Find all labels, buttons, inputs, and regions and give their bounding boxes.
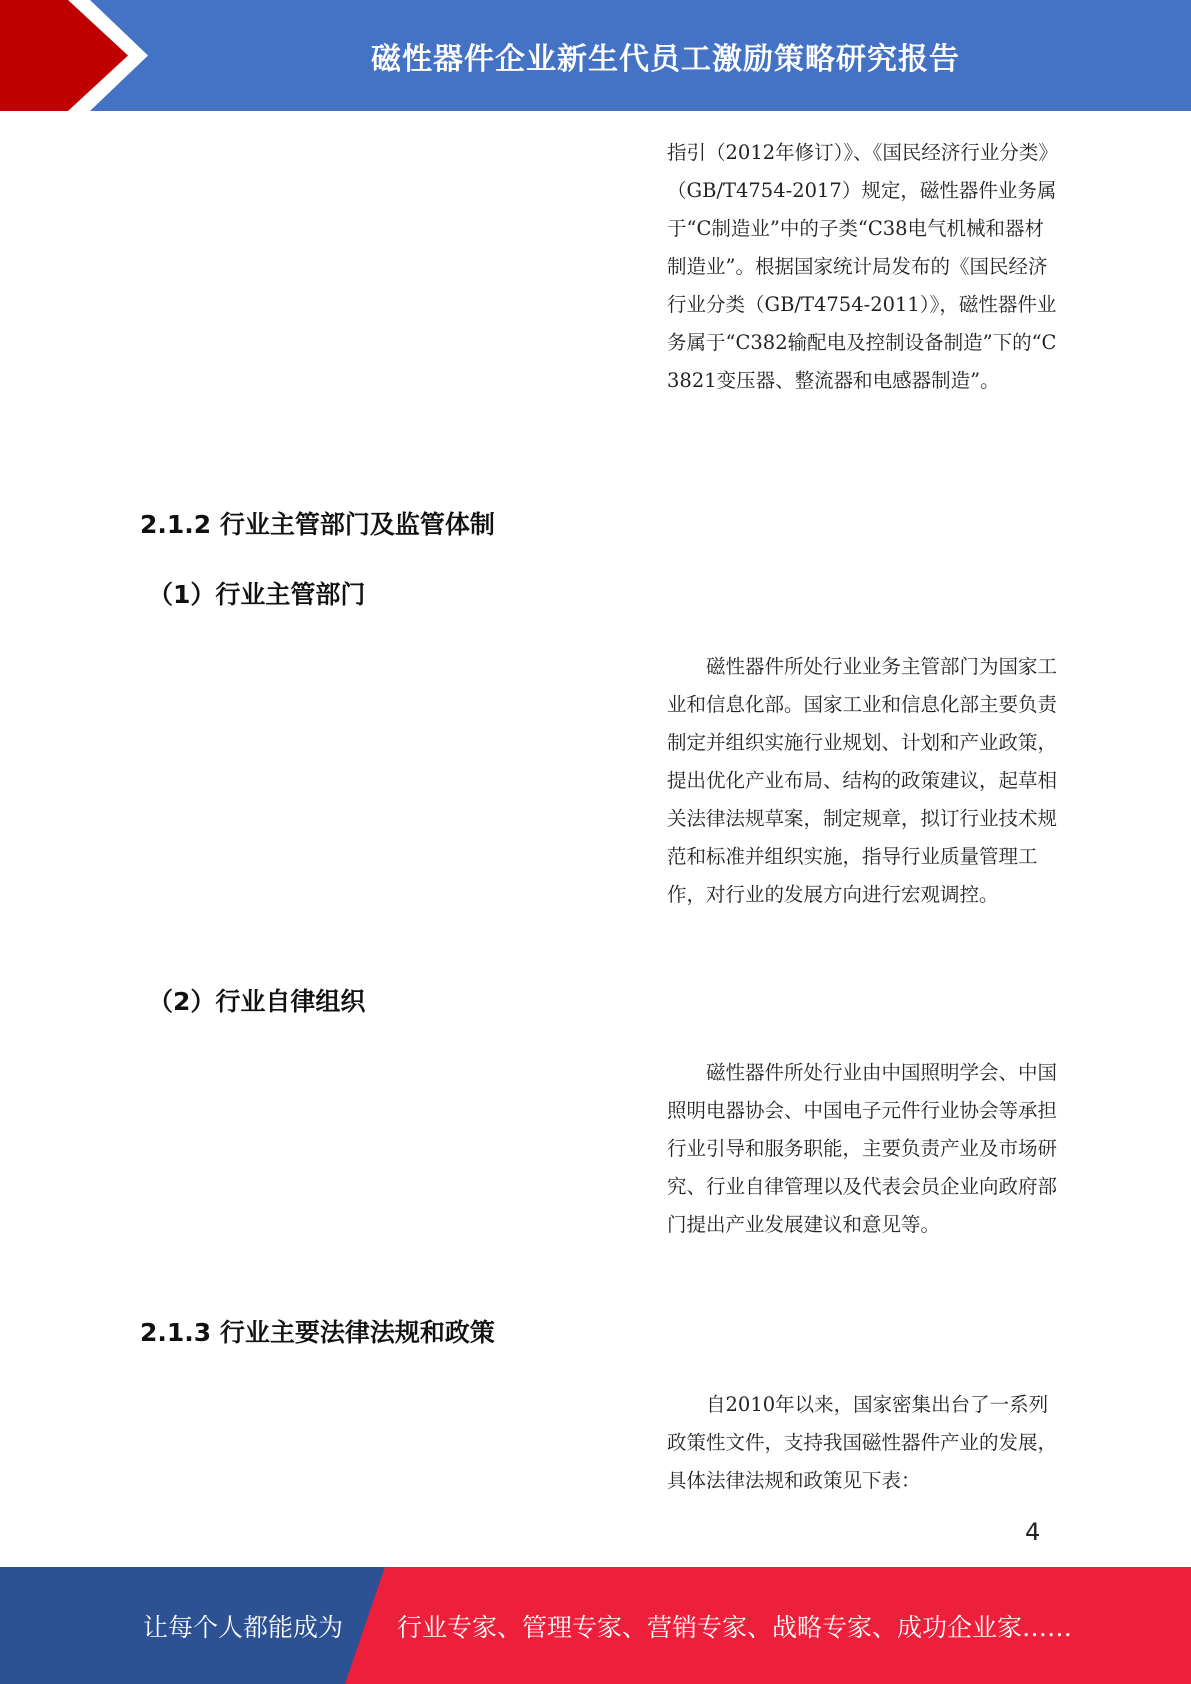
subheading-self-regulatory-organization: （2）行业自律组织	[148, 987, 366, 1016]
page-footer	[0, 1567, 1191, 1684]
footer-slogan-left: 让每个人都能成为	[143, 1612, 344, 1642]
subheading-competent-department: （1）行业主管部门	[148, 580, 366, 609]
footer-slogan-right: 行业专家、管理专家、营销专家、战略专家、成功企业家……	[397, 1612, 1073, 1642]
paragraph-laws-and-policies: 自2010年以来，国家密集出台了一系列政策性文件，支持我国磁性器件产业的发展，具体法律法规和政策见下表：	[667, 1393, 1058, 1492]
page-header	[0, 0, 1191, 111]
page-number: 4	[1025, 1518, 1041, 1546]
paragraph-competent-department: 磁性器件所处行业业务主管部门为国家工业和信息化部。国家工业和信息化部主要负责制定并组织实施行业规划、计划和产业政策，提出优化产业布局、结构的政策建议，起草相关法律法规草案，制定规章，拟订行业技术规范和标准并组织实施，指导行业质量管理工作，对行业的发展方向进行宏观调控。	[667, 655, 1058, 906]
header-chevron-decoration	[0, 0, 160, 111]
paragraph-self-regulatory-organization: 磁性器件所处行业由中国照明学会、中国照明电器协会、中国电子元件行业协会等承担行业引导和服务职能，主要负责产业及市场研究、行业自律管理以及代表会员企业向政府部门提出产业发展建议和意见等。	[667, 1061, 1058, 1236]
paragraph-industry-classification: 指引（2012年修订）》、《国民经济行业分类》（GB/T4754-2017）规定，磁性器件业务属于“C制造业”中的子类“C38电气机械和器材制造业”。根据国家统计局发布的《国民经济行业分类（GB/T4754-2011）》，磁性器件业务属于“C382输配电及控制设备制造”下的“C3821变压器、整流器和电感器制造”。	[667, 141, 1057, 392]
section-heading-2-1-3: 2.1.3 行业主要法律法规和政策	[140, 1318, 495, 1347]
report-title: 磁性器件企业新生代员工激励策略研究报告	[371, 41, 960, 77]
section-heading-2-1-2: 2.1.2 行业主管部门及监管体制	[140, 510, 495, 539]
